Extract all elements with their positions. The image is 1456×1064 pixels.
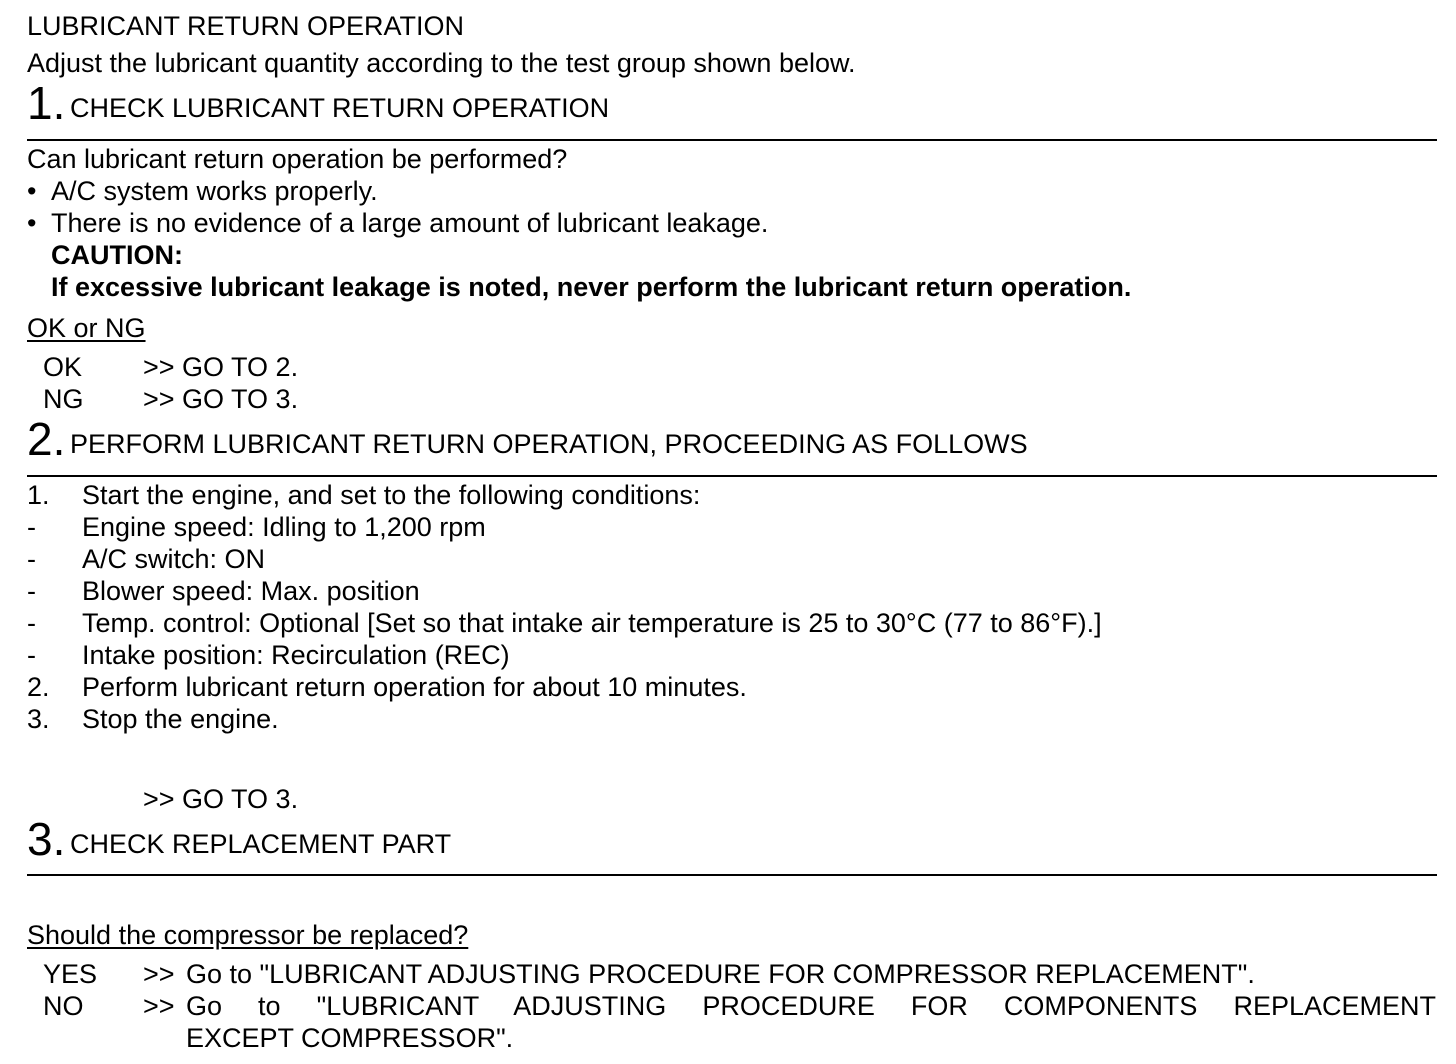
page-title: LUBRICANT RETURN OPERATION [27,11,465,41]
step-3-number: 3. [27,813,66,865]
result-arrow-no: >> [143,991,175,1021]
result-arrow-yes: >> [143,959,175,989]
list-item: Intake position: Recirculation (REC) [82,640,510,670]
list-item: Start the engine, and set to the following conditions: [82,480,701,510]
caution-label: CAUTION: [51,240,183,270]
step-3-divider [27,874,1437,876]
step-2-number: 2. [27,413,66,465]
intro-text: Adjust the lubricant quantity according to the test group shown below. [27,48,856,78]
list-item: Blower speed: Max. position [82,576,420,606]
list-marker: - [27,512,36,542]
list-marker: - [27,544,36,574]
bullet-mark: • [27,208,37,238]
list-item: Engine speed: Idling to 1,200 rpm [82,512,486,542]
ok-ng-label: OK or NG [27,313,146,343]
list-marker: 2. [27,672,50,702]
step-1-divider [27,139,1437,141]
caution-text: If excessive lubricant leakage is noted, never perform the lubricant return operation. [51,272,1132,302]
bullet-item: There is no evidence of a large amount of lubricant leakage. [51,208,769,238]
result-action-yes: Go to "LUBRICANT ADJUSTING PROCEDURE FOR COMPRESSOR REPLACEMENT". [186,959,1255,989]
step-1-question: Can lubricant return operation be performed? [27,144,568,174]
result-key-no: NO [43,991,84,1021]
result-key-ok: OK [43,352,83,382]
bullet-mark: • [27,176,37,206]
list-item: A/C switch: ON [82,544,266,574]
result-action-ng: >> GO TO 3. [143,384,299,414]
list-marker: - [27,608,36,638]
step-3-question: Should the compressor be replaced? [27,920,469,950]
list-item: Temp. control: Optional [Set so that intake air temperature is 25 to 30°C (77 to 86°F).] [82,608,1102,638]
result-action-no: Go to "LUBRICANT ADJUSTING PROCEDURE FOR COMPONENTS REPLACEMENT [186,991,1436,1021]
result-key-yes: YES [43,959,98,989]
result-action-no-continued: EXCEPT COMPRESSOR". [186,1023,514,1053]
step-2-heading: PERFORM LUBRICANT RETURN OPERATION, PROCEEDING AS FOLLOWS [70,429,1028,459]
step-2-goto: >> GO TO 3. [143,784,299,814]
step-2-divider [27,475,1437,477]
list-item: Stop the engine. [82,704,279,734]
result-action-ok: >> GO TO 2. [143,352,299,382]
list-marker: 3. [27,704,50,734]
step-3-heading: CHECK REPLACEMENT PART [70,829,452,859]
list-marker: - [27,640,36,670]
list-item: Perform lubricant return operation for about 10 minutes. [82,672,747,702]
list-marker: - [27,576,36,606]
list-marker: 1. [27,480,50,510]
step-1-number: 1. [27,77,66,129]
step-1-heading: CHECK LUBRICANT RETURN OPERATION [70,93,610,123]
result-key-ng: NG [43,384,84,414]
bullet-item: A/C system works properly. [51,176,378,206]
